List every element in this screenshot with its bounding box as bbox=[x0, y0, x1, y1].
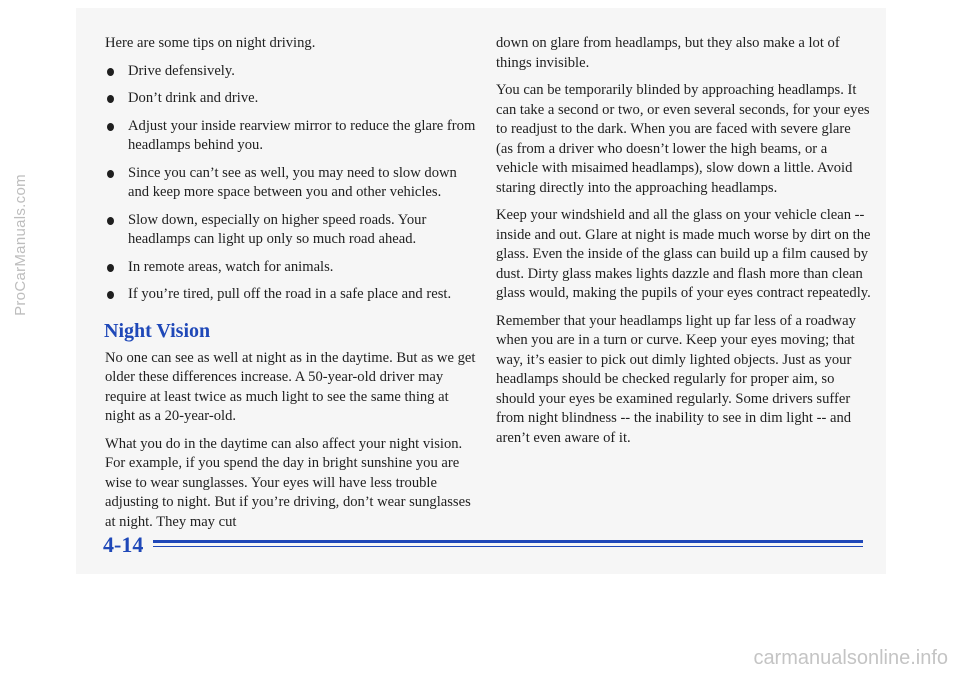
paragraph: No one can see as well at night as in the daytime. But as we get older these differences increase. A 50-year-old driver may require at least twice as much light to see the same thing at night as a 20-year-old. bbox=[105, 349, 476, 424]
left-column bbox=[105, 34, 480, 540]
page-number: 4-14 bbox=[103, 532, 144, 557]
list-item: In remote areas, watch for animals. bbox=[105, 258, 480, 278]
footer-rule bbox=[153, 540, 863, 543]
paragraph: Keep your windshield and all the glass on your vehicle clean -- inside and out. Glare at night is made much worse by dirt on the glass. Even the inside of the glass can build up a film caused by dust. Dirty glass makes lights dazzle and flash more than clean glass would, making the pupils of your eyes contract repeatedly. bbox=[496, 207, 871, 301]
footer-rule-thin bbox=[153, 546, 863, 547]
bullet-icon bbox=[107, 123, 114, 131]
watermark-bottom: carmanualsonline.info bbox=[753, 647, 948, 669]
list-item: If you’re tired, pull off the road in a safe place and rest. bbox=[105, 285, 480, 305]
paragraph: What you do in the daytime can also affect your night vision. For example, if you spend the day in bright sunshine you are wise to wear sunglasses. Your eyes will have less trouble adjusting to night. But if you’re driving, don’t wear sunglasses at night. They may cut bbox=[105, 435, 471, 530]
tips-list bbox=[105, 62, 480, 305]
bullet-icon bbox=[107, 291, 114, 299]
list-item: Don’t drink and drive. bbox=[105, 89, 480, 109]
list-item: Adjust your inside rearview mirror to reduce the glare from headlamps behind you. bbox=[105, 117, 480, 156]
intro-text: Here are some tips on night driving. bbox=[105, 35, 316, 51]
paragraph: down on glare from headlamps, but they also make a lot of things invisible. bbox=[496, 35, 840, 71]
bullet-icon bbox=[107, 264, 114, 272]
bullet-icon bbox=[107, 68, 114, 76]
paragraph: Remember that your headlamps light up far less of a roadway when you are in a turn or curve. Keep your eyes moving; that way, it’s easier to pick out dimly lighted objects. Just as your headlamps should be checked regularly for proper aim, so should your eyes be examined regularly. Some drivers suffer from night blindness -- the inability to see in dim light -- and aren’t even aware of it. bbox=[496, 312, 856, 446]
right-column bbox=[496, 34, 871, 456]
list-item: Slow down, especially on higher speed roads. Your headlamps can light up only so much road ahead. bbox=[105, 211, 480, 250]
bullet-icon bbox=[107, 217, 114, 225]
list-item: Drive defensively. bbox=[105, 62, 480, 82]
bullet-icon bbox=[107, 95, 114, 103]
page-footer bbox=[103, 530, 863, 560]
paragraph: You can be temporarily blinded by approaching headlamps. It can take a second or two, or even several seconds, for your eyes to readjust to the dark. When you are faced with severe glare (as from a driver who doesn’t lower the high beams, or a vehicle with misaimed headlamps), slow down a little. Avoid staring directly into the approaching headlamps. bbox=[496, 82, 870, 196]
section-heading: Night Vision bbox=[104, 319, 211, 342]
list-item: Since you can’t see as well, you may need to slow down and keep more space between you and other vehicles. bbox=[105, 164, 480, 203]
watermark-left: ProCarManuals.com bbox=[12, 174, 29, 316]
bullet-icon bbox=[107, 170, 114, 178]
